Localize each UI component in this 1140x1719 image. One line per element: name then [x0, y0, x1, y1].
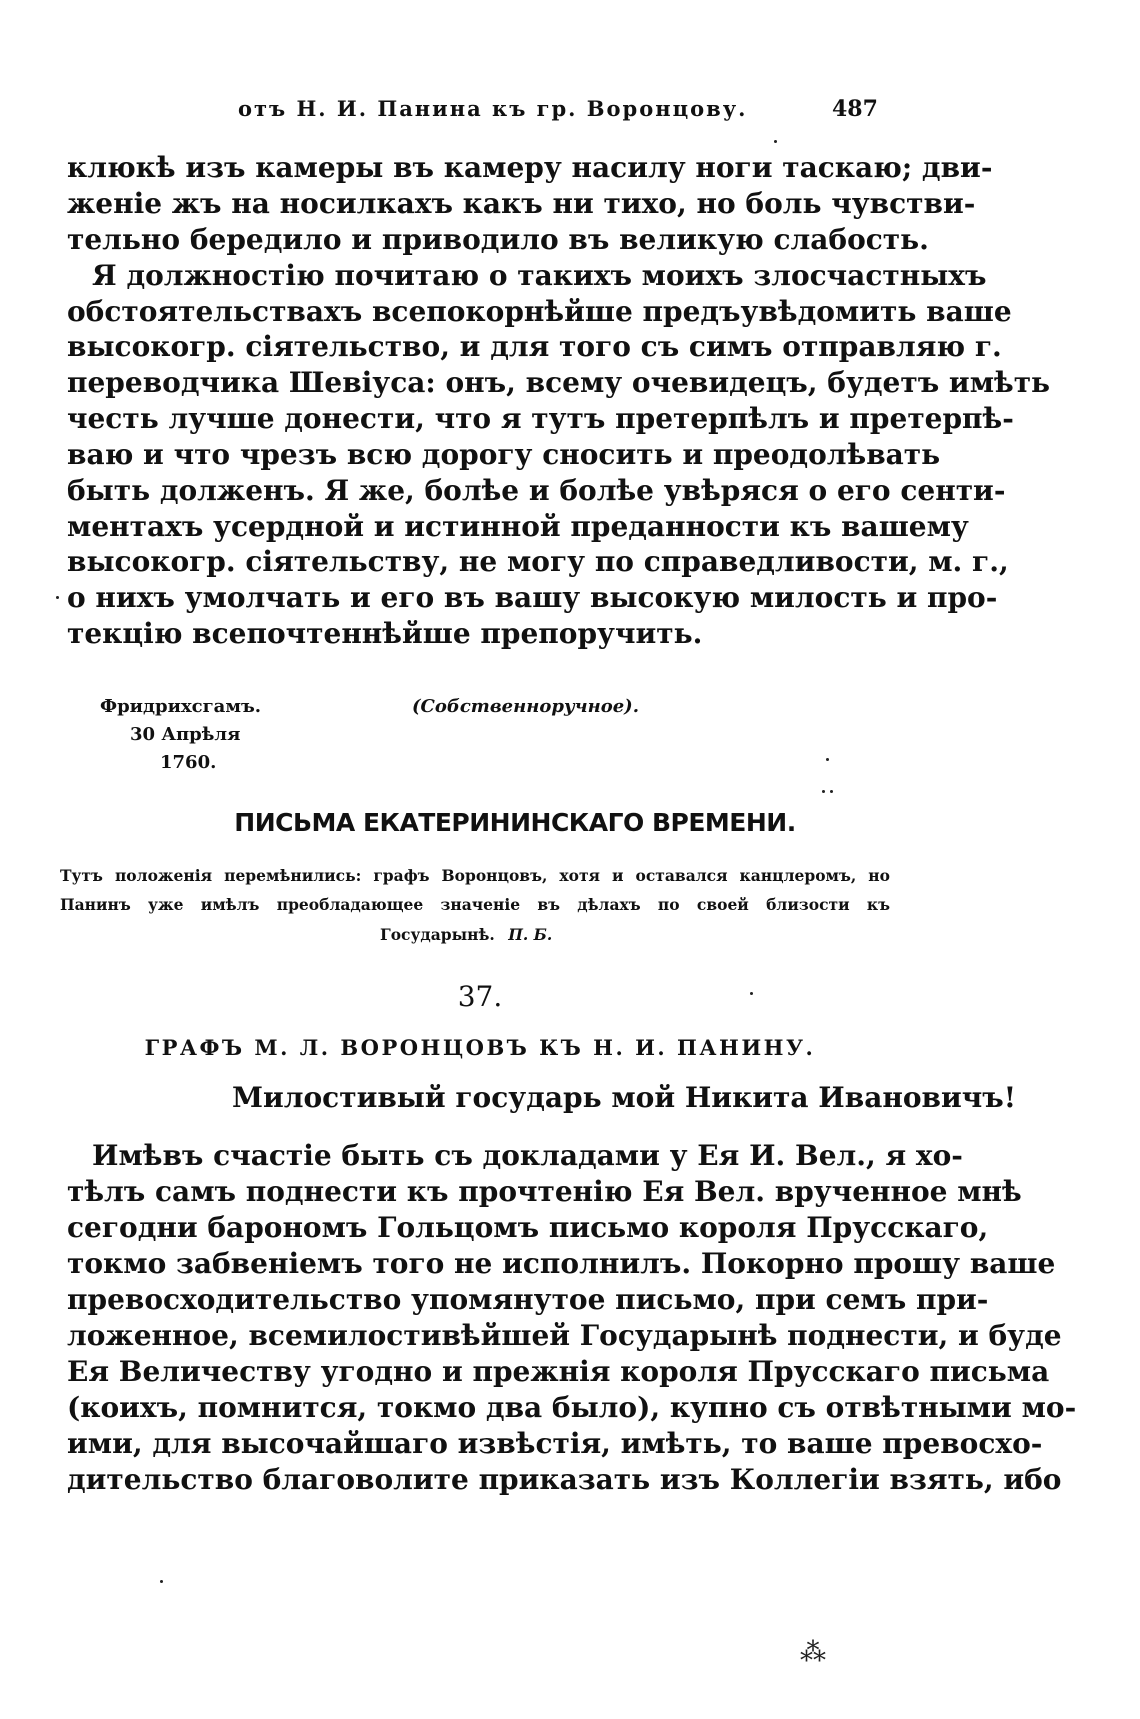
note-line: Панинъ уже имѣлъ преобладающее значеніе въ дѣлахъ по своей близости къ [60, 895, 890, 914]
text-line: ментахъ усердной и истинной преданности къ вашему [67, 510, 969, 543]
ink-speck [774, 140, 777, 143]
letter-salutation: Милостивый государь мой Никита Ивановичъ! [232, 1081, 1016, 1114]
note-line-last [380, 925, 552, 944]
text-line: Я должностію почитаю о такихъ моихъ злосчастныхъ [92, 259, 987, 292]
text-line: ложенное, всемилостивѣйшей Государынѣ поднести, и буде [67, 1319, 1062, 1352]
text-line: превосходительство упомянутое письмо, при семъ при- [67, 1283, 989, 1316]
text-line: сегодни барономъ Гольцомъ письмо короля Прусскаго, [67, 1211, 989, 1244]
text-line: Ея Величеству угодно и прежнія короля Прусскаго письма [67, 1355, 1050, 1388]
ink-speck [826, 758, 829, 761]
text-line: клюкѣ изъ камеры въ камеру насилу ноги таскаю; дви- [67, 151, 993, 184]
section-title: ПИСЬМА ЕКАТЕРИНИНСКАГО ВРЕМЕНИ. [234, 808, 796, 837]
text-line: текцію всепочтеннѣйше препоручить. [67, 617, 703, 650]
text-line: Имѣвъ счастіе быть съ докладами у Ея И. Вел., я хо- [92, 1139, 963, 1172]
text-line: высокогр. сіятельство, и для того съ симъ отправляю г. [67, 330, 1002, 363]
ink-speck [160, 1580, 163, 1583]
letter-number: 37. [457, 980, 503, 1013]
text-line: ваю и что чрезъ всю дорогу сносить и преодолѣвать [67, 438, 941, 471]
signature-note: (Собственноручное). [412, 696, 639, 717]
text-line: переводчика Шевіуса: онъ, всему очевидецъ, будетъ имѣть [67, 366, 1051, 399]
text-line: тельно бередило и приводило въ великую слабость. [67, 223, 929, 256]
text-line: (коихъ, помнится, токмо два было), купно съ отвѣтными мо- [67, 1391, 1077, 1424]
text-line: о нихъ умолчать и его въ вашу высокую милость и про- [67, 581, 998, 614]
text-line: тѣлъ самъ поднести къ прочтенію Ея Вел. врученное мнѣ [67, 1175, 1022, 1208]
letter-heading: ГРАФЪ М. Л. ВОРОНЦОВЪ КЪ Н. И. ПАНИНУ. [144, 1035, 816, 1060]
signature-date: 30 Апрѣля [130, 724, 241, 745]
note-initials: П. Б. [508, 925, 553, 944]
text-line: обстоятельствахъ всепокорнѣйше предъувѣдомить ваше [67, 295, 1012, 328]
printer-ornament-icon: ⁂ [800, 1638, 826, 1668]
ink-speck [822, 790, 825, 793]
text-line: ими, для высочайшаго извѣстія, имѣть, то ваше превосхо- [67, 1427, 1043, 1460]
note-line: Тутъ положенія перемѣнились: графъ Воронцовъ, хотя и оставался канцлеромъ, но [60, 866, 890, 885]
text-line: токмо забвеніемъ того не исполнилъ. Покорно прошу ваше [67, 1247, 1056, 1280]
text-line: честь лучше донести, что я тутъ претерпѣлъ и претерпѣ- [67, 402, 1014, 435]
text-line: высокогр. сіятельству, не могу по справедливости, м. г., [67, 545, 1009, 578]
ink-speck [56, 596, 59, 599]
ink-speck [750, 992, 753, 995]
signature-place: Фридрихсгамъ. [100, 696, 262, 717]
ink-speck [830, 790, 833, 793]
note-line: Государынѣ. [380, 925, 495, 944]
signature-year: 1760. [160, 752, 217, 773]
text-line: быть долженъ. Я же, болѣе и болѣе увѣряся о его сенти- [67, 474, 1006, 507]
text-line: женіе жъ на носилкахъ какъ ни тихо, но боль чувстви- [67, 187, 976, 220]
running-title: отъ Н. И. Панина къ гр. Воронцову. [238, 96, 748, 121]
page-number: 487 [832, 96, 878, 122]
text-line: дительство благоволите приказать изъ Коллегіи взять, ибо [67, 1463, 1062, 1496]
